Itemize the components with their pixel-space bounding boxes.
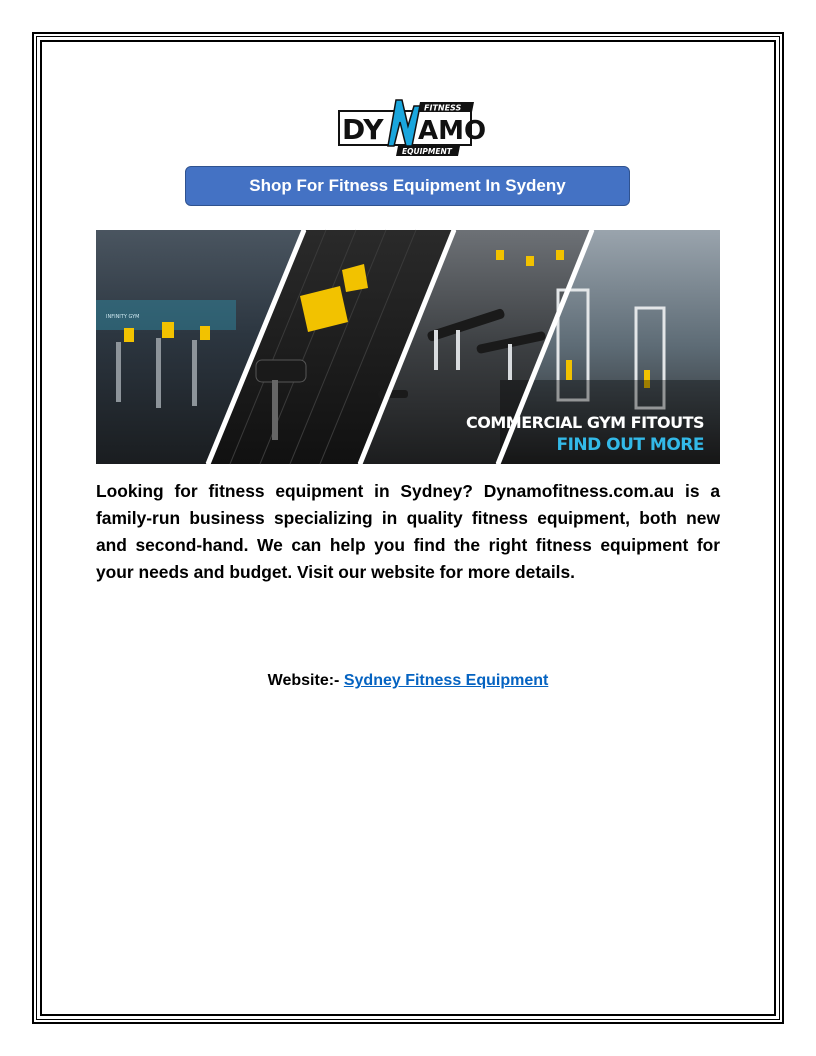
logo-wordmark-left: DY bbox=[342, 113, 384, 146]
logo-fitness-label: FITNESS bbox=[424, 103, 462, 113]
logo-wordmark-right: AMO bbox=[418, 116, 487, 146]
logo-equipment-label: EQUIPMENT bbox=[402, 147, 452, 156]
website-line bbox=[0, 672, 816, 690]
hero-wall-sign: INFINITY GYM bbox=[106, 314, 140, 320]
title-banner: Shop For Fitness Equipment In Sydeny bbox=[185, 166, 630, 206]
hero-overlay-line-1: COMMERCIAL GYM FITOUTS bbox=[466, 413, 704, 432]
website-link[interactable]: Sydney Fitness Equipment bbox=[343, 672, 549, 689]
website-label: Website:- bbox=[267, 672, 340, 689]
dynamo-logo bbox=[336, 96, 487, 158]
hero-overlay-line-2[interactable]: FIND OUT MORE bbox=[556, 435, 704, 455]
body-paragraph: Looking for fitness equipment in Sydney? Dynamofitness.com.au is a family-run business specializing in quality fitness equipment, both new and second-hand. We can help you find the right fitness equipment for your needs and budget. Visit our website for more details. bbox=[96, 481, 720, 582]
hero-gym-collage bbox=[96, 230, 720, 464]
